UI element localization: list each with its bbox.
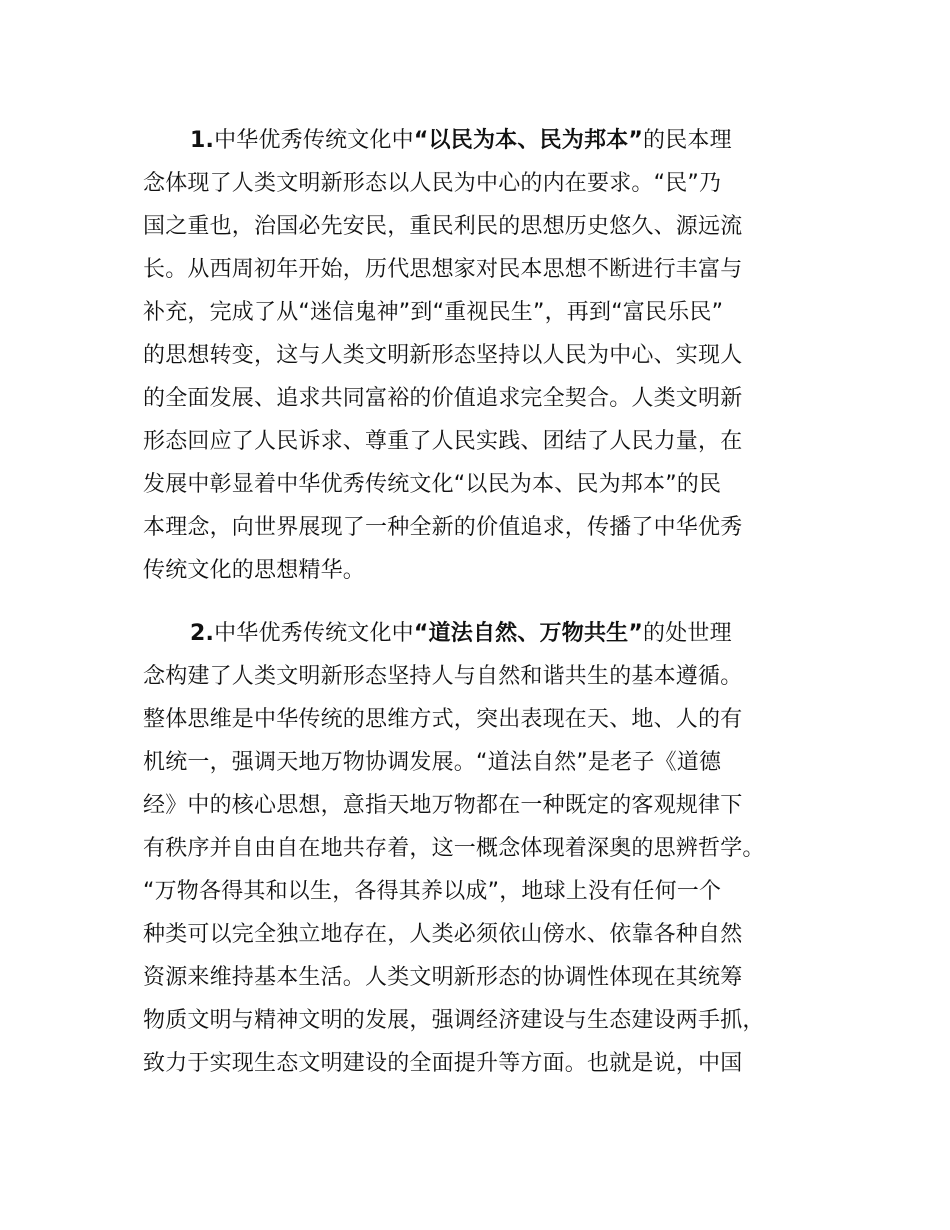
- text-line: 物质文明与精神文明的发展，强调经济建设与生态建设两手抓，: [143, 1008, 765, 1033]
- text-line: 念构建了人类文明新形态坚持人与自然和谐共生的基本遵循。: [143, 664, 743, 689]
- paragraph-1: [143, 119, 843, 592]
- text-line: 传统文化的思想精华。: [143, 558, 366, 583]
- text-line: 致力于实现生态文明建设的全面提升等方面。也就是说，中国: [143, 1051, 743, 1076]
- text-line: 种类可以完全独立地存在，人类必须依山傍水、依靠各种自然: [143, 922, 743, 947]
- text-line: 经》中的核心思想，意指天地万物都在一种既定的客观规律下: [143, 793, 743, 818]
- text-span: 中华优秀传统文化中: [214, 128, 414, 153]
- paragraph-first-line: [143, 612, 843, 655]
- text-span: 的民本理: [643, 128, 732, 153]
- text-line: 机统一，强调天地万物协调发展。“道法自然”是老子《道德: [143, 750, 722, 775]
- paragraph-first-line: [143, 119, 843, 162]
- text-line: 国之重也，治国必先安民，重民利民的思想历史悠久、源远流: [143, 214, 743, 239]
- text-line: 长。从西周初年开始，历代思想家对民本思想不断进行丰富与: [143, 257, 743, 282]
- text-line: 念体现了人类文明新形态以人民为中心的内在要求。“民”乃: [143, 171, 722, 196]
- text-line: 发展中彰显着中华优秀传统文化“以民为本、民为邦本”的民: [143, 472, 722, 497]
- text-line: 形态回应了人民诉求、尊重了人民实践、团结了人民力量，在: [143, 429, 743, 454]
- paragraph-2: [143, 612, 843, 1085]
- text-span: 中华优秀传统文化中: [214, 621, 414, 646]
- bold-quote: “道法自然、万物共生”: [413, 621, 644, 646]
- text-line: 的思想转变，这与人类文明新形态坚持以人民为中心、实现人: [143, 343, 743, 368]
- text-line: 资源来维持基本生活。人类文明新形态的协调性体现在其统筹: [143, 965, 743, 990]
- text-line: 的全面发展、追求共同富裕的价值追求完全契合。人类文明新: [143, 386, 743, 411]
- text-line: 本理念，向世界展现了一种全新的价值追求，传播了中华优秀: [143, 515, 743, 540]
- text-line: 有秩序并自由自在地共存着，这一概念体现着深奥的思辨哲学。: [143, 836, 765, 861]
- text-line: “万物各得其和以生，各得其养以成”，地球上没有任何一个: [143, 879, 722, 904]
- text-line: 整体思维是中华传统的思维方式，突出表现在天、地、人的有: [143, 707, 743, 732]
- text-span: 的处世理: [643, 621, 732, 646]
- bold-quote: “以民为本、民为邦本”: [413, 128, 644, 153]
- paragraph-number: 2.: [190, 621, 215, 646]
- text-line: 补充，完成了从“迷信鬼神”到“重视民生”，再到“富民乐民”: [143, 300, 724, 325]
- paragraph-number: 1.: [190, 128, 215, 153]
